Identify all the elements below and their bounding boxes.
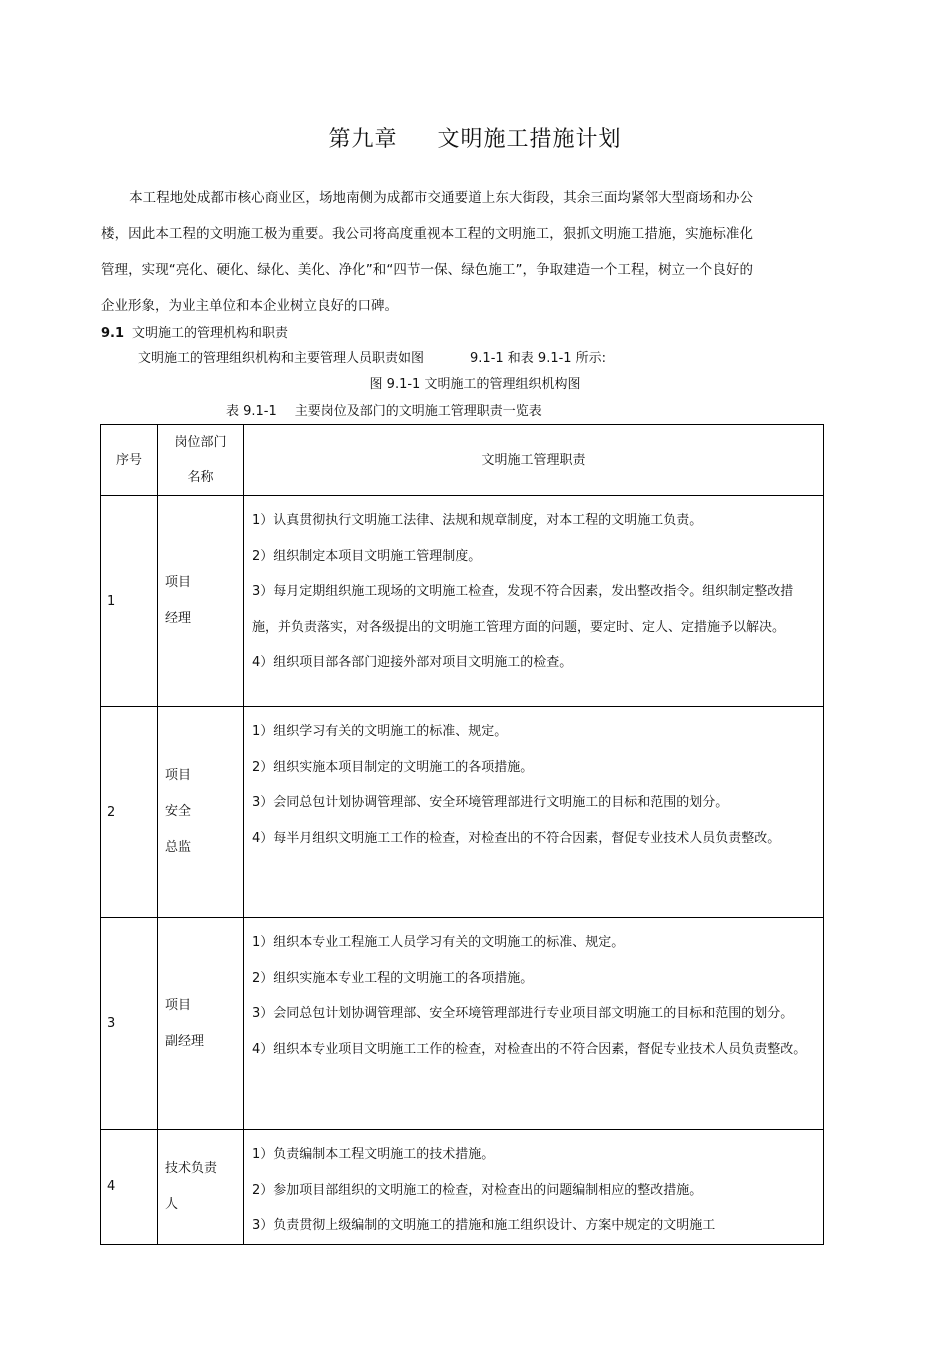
role-line: 安全 — [165, 804, 192, 819]
row-role — [158, 1130, 244, 1245]
table-caption-number: 表 9.1-1 — [226, 404, 277, 419]
table-header-row — [101, 425, 824, 496]
header-duty: 文明施工管理职责 — [244, 425, 824, 496]
row-duties — [244, 707, 824, 918]
row-role — [158, 707, 244, 918]
role-line: 技术负责 — [165, 1160, 218, 1176]
table-caption-title: 主要岗位及部门的文明施工管理职责一览表 — [294, 404, 542, 419]
duty-item: 1）组织学习有关的文明施工的标准、规定。 — [252, 724, 508, 739]
row-number: 2 — [101, 707, 158, 918]
chapter-name: 文明施工措施计划 — [437, 127, 622, 152]
section-number: 9.1 — [101, 326, 125, 341]
row-duties — [244, 918, 824, 1130]
role-line: 副经理 — [165, 1033, 205, 1049]
table-caption — [226, 400, 542, 419]
section-title: 文明施工的管理机构和职责 — [132, 326, 289, 341]
duty-item: 1）负责编制本工程文明施工的技术措施。 — [252, 1147, 495, 1162]
role-line: 人 — [165, 1196, 179, 1212]
reference-sentence — [138, 347, 606, 366]
row-number: 4 — [101, 1130, 158, 1245]
intro-text: 本工程地处成都市核心商业区，场地南侧为成都市交通要道上东大街段，其余三面均紧邻大型商场和办公楼，因此本工程的文明施工极为重要。我公司将高度重视本工程的文明施工，狠抓文明施工措施，实施标准化管理，实现“亮化、硬化、绿化、美化、净化”和“四节一保、绿色施工”，争取建造一个工程，树立一个良好的企业形象，为业主单位和本企业树立良好的口碑。 — [101, 190, 753, 314]
intro-paragraph — [101, 180, 753, 324]
chapter-number: 第九章 — [328, 127, 398, 152]
table-row — [101, 1130, 824, 1245]
reference-text-a: 文明施工的管理组织机构和主要管理人员职责如图 — [138, 351, 425, 366]
duty-item: 1）组织本专业工程施工人员学习有关的文明施工的标准、规定。 — [252, 935, 625, 950]
table-body — [101, 496, 824, 1245]
duty-item: 2）组织实施本项目制定的文明施工的各项措施。 — [252, 759, 534, 775]
section-heading — [101, 322, 288, 341]
header-dept — [158, 425, 244, 496]
row-number: 1 — [101, 496, 158, 707]
row-role — [158, 918, 244, 1130]
table-row — [101, 918, 824, 1130]
duty-item: 4）组织项目部各部门迎接外部对项目文明施工的检查。 — [252, 655, 573, 670]
header-no: 序号 — [101, 425, 158, 496]
role-line: 项目 — [165, 997, 192, 1013]
row-number: 3 — [101, 918, 158, 1130]
table-row — [101, 707, 824, 918]
role-line: 项目 — [165, 575, 192, 590]
table-row — [101, 496, 824, 707]
duty-item: 3）会同总包计划协调管理部、安全环境管理部进行文明施工的目标和范围的划分。 — [252, 795, 729, 810]
role-line: 项目 — [165, 768, 192, 783]
duty-item: 3）每月定期组织施工现场的文明施工检查，发现不符合因素，发出整改指令。组织制定整改措施，并负责落实，对各级提出的文明施工管理方面的问题，要定时、定人、定措施予以解决。 — [252, 584, 794, 635]
figure-caption: 图 9.1-1 文明施工的管理组织机构图 — [369, 377, 581, 392]
row-duties — [244, 496, 824, 707]
row-duties — [244, 1130, 824, 1245]
duty-item: 3）负责贯彻上级编制的文明施工的措施和施工组织设计、方案中规定的文明施工 — [252, 1218, 716, 1233]
header-dept-line1: 岗位部门 — [174, 435, 227, 450]
duty-item: 4）组织本专业项目文明施工工作的检查，对检查出的不符合因素，督促专业技术人员负责整改。 — [252, 1041, 807, 1057]
duty-item: 2）组织实施本专业工程的文明施工的各项措施。 — [252, 970, 534, 986]
duty-item: 2）组织制定本项目文明施工管理制度。 — [252, 548, 482, 564]
duty-item: 2）参加项目部组织的文明施工的检查，对检查出的问题编制相应的整改措施。 — [252, 1182, 703, 1198]
header-dept-line2: 名称 — [187, 470, 214, 485]
role-line: 经理 — [165, 611, 192, 626]
chapter-title — [0, 122, 950, 153]
duty-item: 4）每半月组织文明施工工作的检查，对检查出的不符合因素，督促专业技术人员负责整改。 — [252, 830, 781, 846]
duty-item: 3）会同总包计划协调管理部、安全环境管理部进行专业项目部文明施工的目标和范围的划分。 — [252, 1006, 794, 1021]
duty-table — [100, 424, 824, 1245]
row-role — [158, 496, 244, 707]
role-line: 总监 — [165, 840, 192, 855]
duty-item: 1）认真贯彻执行文明施工法律、法规和规章制度，对本工程的文明施工负责。 — [252, 513, 703, 528]
reference-text-b: 9.1-1 和表 9.1-1 所示: — [470, 351, 607, 366]
